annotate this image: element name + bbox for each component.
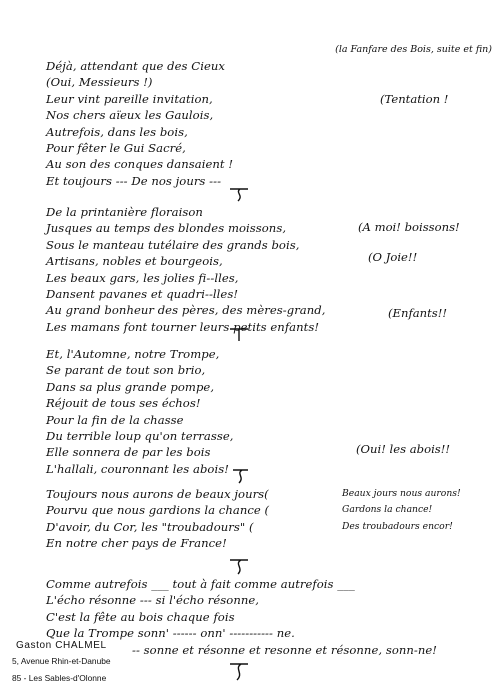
verse-line: Et toujours --- De nos jours --- — [46, 173, 222, 188]
verse-line: De la printanière floraison — [46, 205, 203, 219]
aside-remark: Des troubadours encor! — [342, 520, 453, 532]
verse-line: (Oui, Messieurs !) — [46, 75, 153, 90]
divider-ornament — [228, 186, 252, 204]
verse-line: Déjà, attendant que des Cieux — [46, 59, 225, 73]
author-address: 5, Avenue Rhin-et-Danube — [12, 656, 111, 666]
verse-line: Réjouit de tous ses échos! — [46, 396, 201, 411]
aside-remark: (A moi! boissons! — [358, 220, 460, 234]
divider-ornament — [228, 660, 252, 682]
divider-ornament — [228, 556, 252, 576]
verse-line: Artisans, nobles et bourgeois, — [46, 254, 223, 269]
header-note: (la Fanfare des Bois, suite et fin) — [335, 44, 492, 55]
verse-line: Sous le manteau tutélaire des grands bois, — [46, 237, 300, 252]
aside-remark: (Oui! les abois!! — [356, 442, 451, 456]
verse-line: Du terrible loup qu'on terrasse, — [46, 428, 234, 443]
aside-remark: (Enfants!! — [388, 306, 448, 320]
verse-line: Les beaux gars, les jolies fi--lles, — [46, 270, 239, 285]
verse-line: L'écho résonne --- si l'écho résonne, — [46, 593, 260, 608]
divider-ornament — [228, 326, 252, 344]
verse-line: C'est la fête au bois chaque fois — [46, 609, 235, 624]
verse-line: Au grand bonheur des pères, des mères-grand, — [46, 303, 326, 318]
stanza-2 — [46, 204, 325, 335]
verse-line: En notre cher pays de France! — [46, 536, 227, 551]
author-name: Gaston CHALMEL — [16, 640, 107, 651]
verse-line: Se parant de tout son brio, — [46, 363, 206, 378]
aside-remark: (Tentation ! — [380, 92, 449, 106]
verse-line: Pour la fin de la chasse — [46, 412, 184, 427]
verse-line: Nos chers aïeux les Gaulois, — [46, 108, 214, 123]
verse-line: Leur vint pareille invitation, — [46, 91, 213, 106]
verse-line: Dans sa plus grande pompe, — [46, 379, 215, 394]
verse-line: Au son des conques dansaient ! — [46, 157, 234, 172]
stanza-3 — [46, 346, 233, 477]
verse-line: Les mamans font tourner leurs petits enfants! — [46, 319, 320, 334]
verse-line: Et, l'Automne, notre Trompe, — [46, 347, 220, 361]
verse-line: Toujours nous aurons de beaux jours( — [46, 487, 269, 501]
verse-line: Jusques au temps des blondes moissons, — [46, 221, 287, 236]
verse-line: Pourvu que nous gardions la chance ( — [46, 503, 270, 518]
verse-line: Comme autrefois ___ tout à fait comme autrefois ___ — [46, 577, 355, 591]
author-city: 85 - Les Sables-d'Olonne — [12, 673, 107, 683]
aside-remark: (O Joie!! — [368, 250, 418, 264]
stanza-1 — [46, 58, 233, 189]
verse-line: D'avoir, du Cor, les "troubadours" ( — [46, 519, 254, 534]
verse-line: Pour fêter le Gui Sacré, — [46, 140, 186, 155]
aside-remark: Beaux jours nous aurons! — [342, 488, 461, 499]
verse-line: Que la Trompe sonn' ------ onn' ----------- ne. — [46, 626, 295, 641]
verse-line: -- sonne et résonne et resonne et résonne, sonn-ne! — [132, 642, 437, 657]
verse-line: L'hallali, couronnant les abois! — [46, 461, 229, 476]
verse-line: Dansent pavanes et quadri--lles! — [46, 286, 239, 301]
verse-line: Autrefois, dans les bois, — [46, 124, 188, 139]
aside-remark: Gardons la chance! — [342, 504, 433, 516]
stanza-4 — [46, 486, 269, 552]
divider-ornament — [230, 466, 252, 486]
verse-line: Elle sonnera de par les bois — [46, 445, 211, 460]
